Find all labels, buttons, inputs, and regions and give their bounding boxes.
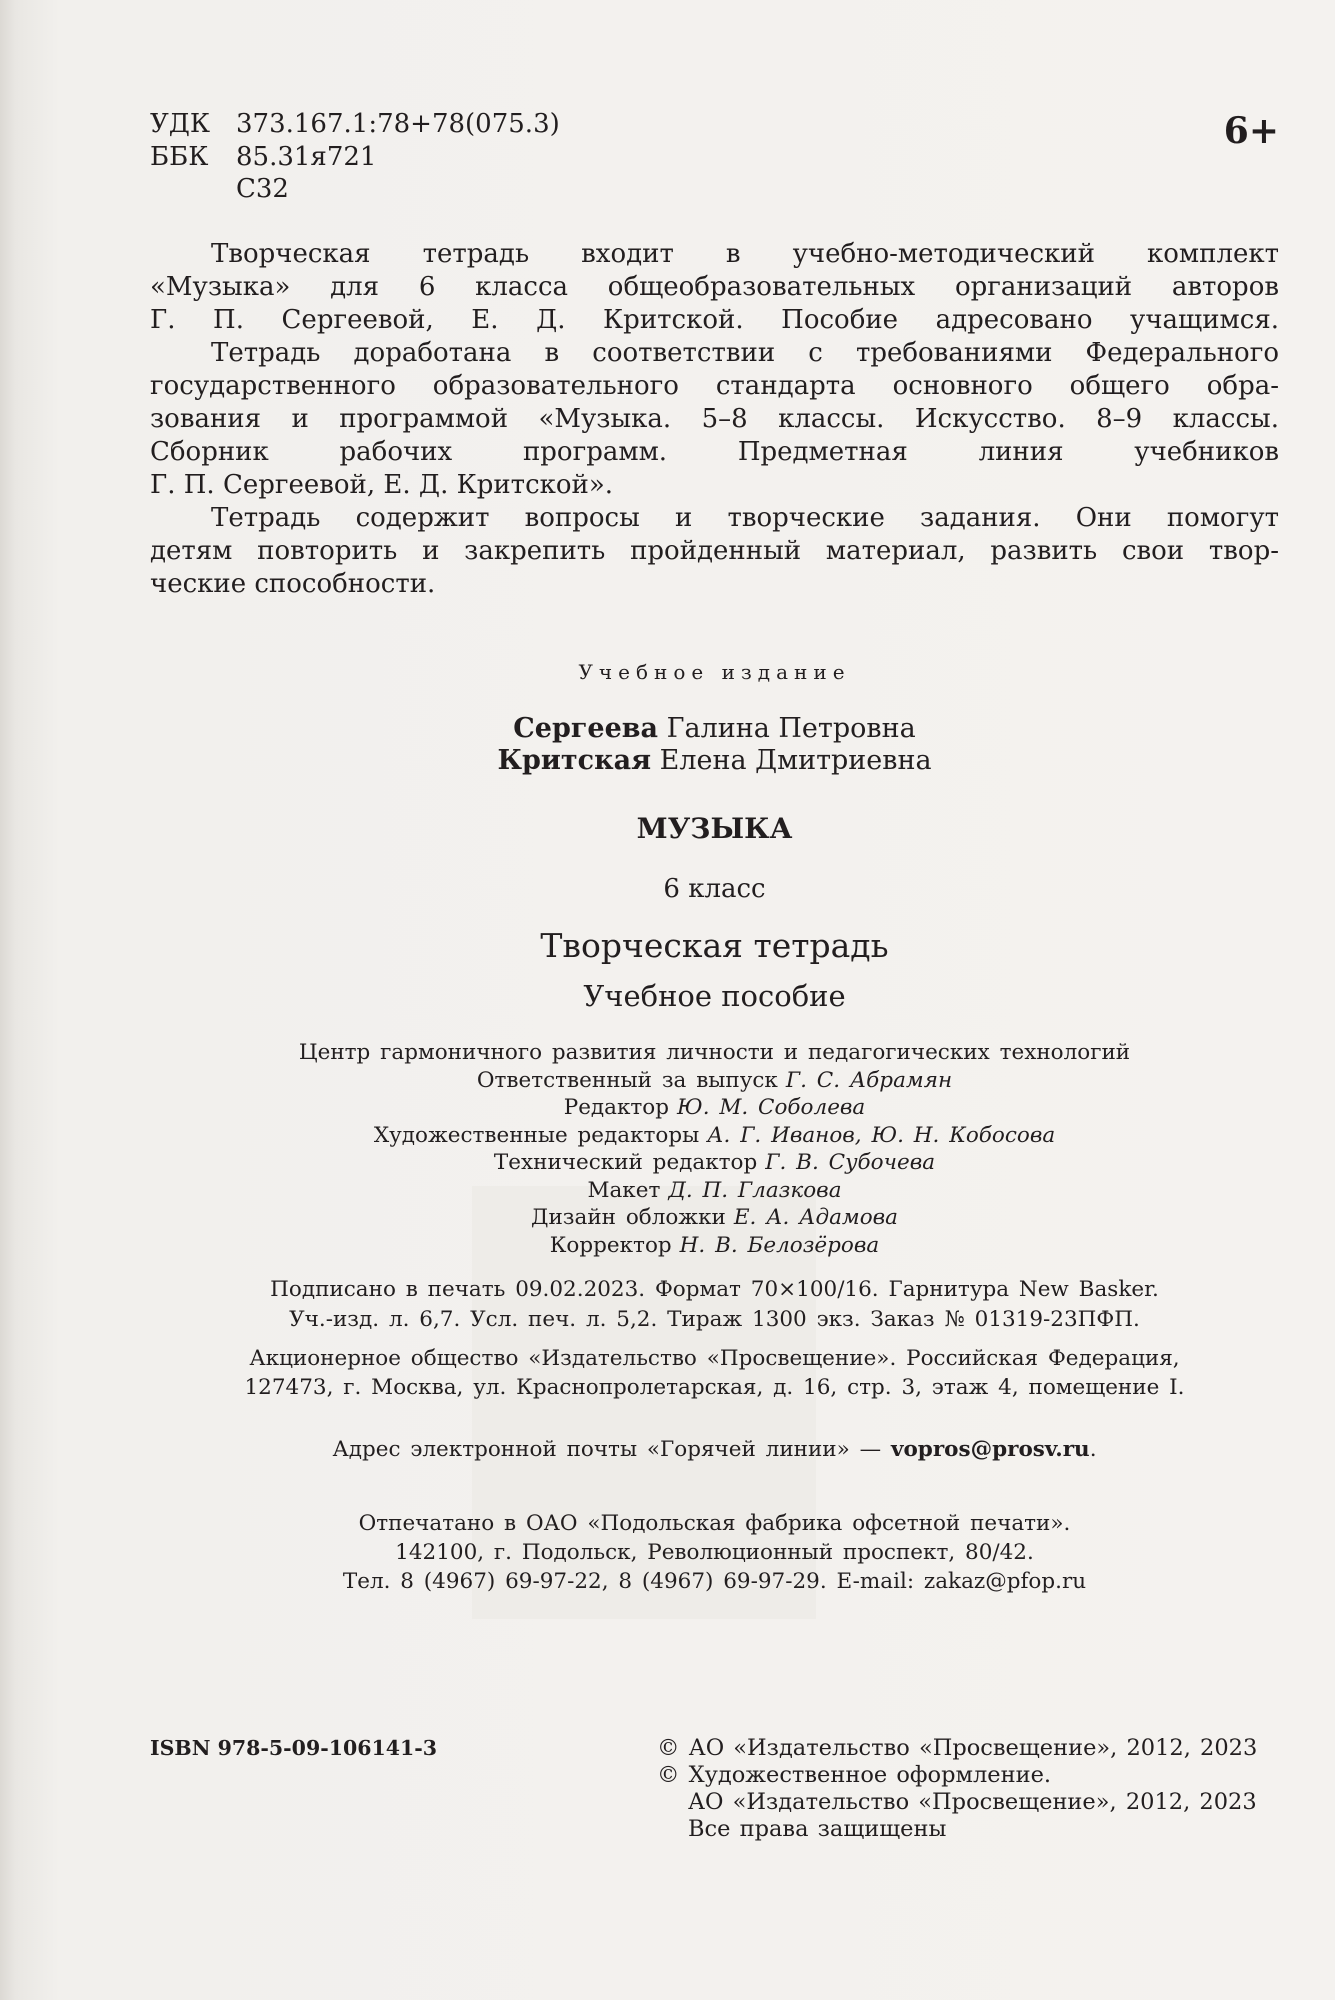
credit-row: [150, 1204, 1279, 1232]
hotline-label: Адрес электронной почты «Горячей линии» —: [332, 1437, 891, 1462]
author-mark: С32: [236, 174, 289, 204]
udk-row: [150, 108, 560, 141]
annotation-line: «Музыка» для 6 класса общеобразовательных организаций авторов: [150, 272, 1279, 302]
copyright-line: Все права защищены: [688, 1816, 947, 1842]
author-mark-row: [150, 173, 560, 206]
author-given-name: Елена Дмитриевна: [659, 745, 932, 776]
grade: 6 класс: [663, 874, 766, 904]
copyright-line: © Художественное оформление.: [657, 1762, 1052, 1788]
isbn-value: 978-5-09-106141-3: [217, 1736, 438, 1760]
annotation-line: Тетрадь доработана в соответствии с требованиями Федерального: [211, 338, 1279, 368]
credit-name: Д. П. Глазкова: [668, 1177, 842, 1203]
printer-line: Тел. 8 (4967) 69-97-22, 8 (4967) 69-97-29. E-mail: zakaz@pfop.ru: [342, 1569, 1087, 1594]
print-detail-line: Уч.-изд. л. 6,7. Усл. печ. л. 5,2. Тираж 1300 экз. Заказ № 01319-23ПФП.: [289, 1306, 1140, 1332]
credit-row: [150, 1177, 1279, 1205]
credit-role: Дизайн обложки: [530, 1205, 726, 1230]
author-given-name: Галина Петровна: [666, 713, 916, 744]
credit-name: Г. В. Субочева: [765, 1150, 936, 1175]
annotation-line: Сборник рабочих программ. Предметная линия учебников: [150, 437, 1279, 467]
author-2: [150, 745, 1279, 777]
subtitle: Творческая тетрадь: [540, 926, 889, 965]
credit-name: Е. А. Адамова: [733, 1205, 899, 1230]
classification-block: [150, 108, 560, 206]
annotation-line: детям повторить и закрепить пройденный материал, развить свои твор-: [150, 536, 1279, 566]
credit-role: Технический редактор: [493, 1150, 758, 1175]
credit-row: [150, 1149, 1279, 1177]
printer-line: 142100, г. Подольск, Революционный проспект, 80/42.: [395, 1540, 1034, 1565]
author-surname: Сергеева: [513, 713, 658, 744]
publisher-info: [150, 1344, 1279, 1402]
printer-line: Отпечатано в ОАО «Подольская фабрика офсетной печати».: [358, 1511, 1071, 1536]
copyright-line: © АО «Издательство «Просвещение», 2012, 2023: [657, 1735, 1258, 1761]
annotation-line: ческие способности.: [150, 569, 436, 599]
hotline: [150, 1435, 1279, 1465]
copyright-line: АО «Издательство «Просвещение», 2012, 2023: [688, 1789, 1257, 1815]
book-title: МУЗЫКА: [636, 812, 793, 845]
authors: [150, 713, 1279, 777]
credit-name: Н. В. Белозёрова: [679, 1232, 880, 1258]
annotation-line: зования и программой «Музыка. 5–8 классы. Искусство. 8–9 классы.: [150, 404, 1279, 434]
udk-label: УДК: [150, 109, 211, 139]
credit-role: Макет: [587, 1177, 661, 1203]
copyright-block: [657, 1735, 1257, 1843]
credit-row: [150, 1232, 1279, 1260]
credit-role: Художественные редакторы: [373, 1122, 700, 1148]
author-surname: Критская: [497, 745, 652, 776]
print-detail-line: Подписано в печать 09.02.2023. Формат 70×100/16. Гарнитура New Basker.: [270, 1277, 1159, 1302]
credit-name: Ю. М. Соболева: [677, 1095, 866, 1120]
publisher-line: 127473, г. Москва, ул. Краснопролетарская, д. 16, стр. 3, этаж 4, помещение I.: [244, 1375, 1185, 1400]
credit-role: Редактор: [563, 1095, 670, 1120]
credit-name: А. Г. Иванов, Ю. Н. Кобосова: [707, 1122, 1056, 1148]
publisher-line: Акционерное общество «Издательство «Просвещение». Российская Федерация,: [249, 1346, 1180, 1371]
credit-role: Корректор: [549, 1232, 672, 1258]
bbk-label: ББК: [150, 141, 209, 172]
credit-role: Ответственный за выпуск: [476, 1067, 778, 1093]
bbk-row: [150, 141, 560, 174]
print-details: [150, 1275, 1279, 1334]
annotation-line: государственного образовательного стандарта основного общего обра-: [150, 371, 1279, 401]
hotline-email: vopros@prosv.ru: [890, 1437, 1090, 1462]
credit-row: [150, 1122, 1279, 1150]
credits-center: Центр гармоничного развития личности и педагогических технологий: [298, 1040, 1131, 1065]
annotation: [150, 238, 1279, 601]
author-1: [150, 713, 1279, 745]
edition-type: Учебное издание: [578, 660, 851, 684]
book-type: Учебное пособие: [583, 979, 846, 1013]
annotation-line: Тетрадь содержит вопросы и творческие задания. Они помогут: [211, 503, 1279, 533]
hotline-end: .: [1089, 1437, 1097, 1462]
annotation-line: Творческая тетрадь входит в учебно-методический комплект: [211, 239, 1279, 269]
bbk-value: 85.31я721: [236, 141, 377, 172]
age-rating: 6+: [1223, 110, 1279, 152]
annotation-line: Г. П. Сергеевой, Е. Д. Критской».: [150, 470, 614, 500]
isbn: [150, 1735, 437, 1762]
credit-name: Г. С. Абрамян: [785, 1067, 953, 1093]
credit-row: [150, 1067, 1279, 1095]
isbn-label: ISBN: [150, 1736, 211, 1760]
annotation-line: Г. П. Сергеевой, Е. Д. Критской. Пособие адресовано учащимся.: [150, 305, 1279, 335]
udk-value: 373.167.1:78+78(075.3): [236, 109, 560, 139]
credit-row: [150, 1094, 1279, 1122]
credits: [150, 1039, 1279, 1259]
printer-info: [150, 1509, 1279, 1596]
